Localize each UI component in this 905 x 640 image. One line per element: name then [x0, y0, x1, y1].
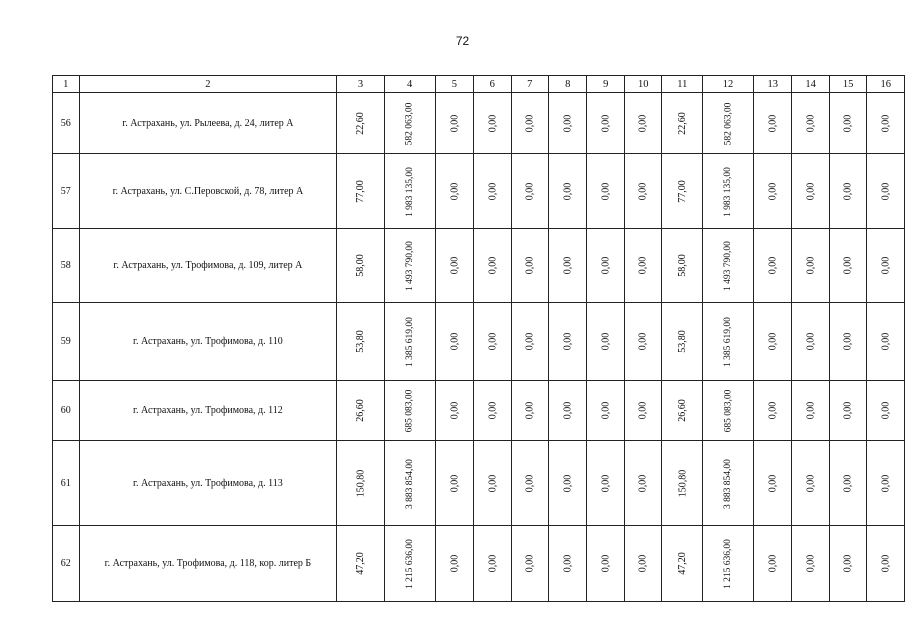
table-cell [337, 93, 384, 154]
cell-value: 0,00 [448, 114, 460, 132]
table-cell [587, 381, 624, 441]
table-cell [703, 526, 754, 602]
table-cell [753, 526, 791, 602]
table-cell [435, 526, 473, 602]
cell-value: 0,00 [562, 554, 574, 573]
cell-value: 0,00 [767, 114, 779, 132]
table-cell [624, 229, 661, 303]
cell-value: 0,00 [805, 256, 817, 275]
table-cell [753, 93, 791, 154]
table-cell [384, 526, 435, 602]
cell-value: 0,00 [486, 182, 498, 200]
cell-value: 0,00 [600, 474, 612, 492]
table-cell [867, 381, 905, 441]
cell-value: 0,00 [805, 401, 817, 420]
table-cell [792, 303, 829, 381]
cell-value: 0,00 [637, 554, 649, 573]
cell-value: 0,00 [637, 256, 649, 275]
cell-value: 0,00 [637, 474, 649, 492]
row-number: 61 [53, 441, 80, 526]
column-header: 4 [384, 76, 435, 93]
table-cell [337, 526, 384, 602]
table-cell [337, 303, 384, 381]
table-cell [829, 229, 866, 303]
row-number: 62 [53, 526, 80, 602]
table-row [53, 229, 905, 303]
column-header: 1 [53, 76, 80, 93]
table-cell [624, 526, 661, 602]
cell-value: 0,00 [448, 474, 460, 492]
table-cell [549, 526, 587, 602]
table-cell [867, 526, 905, 602]
cell-value: 0,00 [448, 182, 460, 200]
table-cell [867, 154, 905, 229]
table-cell [549, 303, 587, 381]
row-number: 56 [53, 93, 80, 154]
table-cell [511, 526, 548, 602]
table-cell [474, 526, 511, 602]
cell-value: 0,00 [486, 554, 498, 573]
cell-value: 1 215 636,00 [723, 539, 734, 589]
table-cell [829, 93, 866, 154]
table-cell [549, 93, 587, 154]
table-cell [624, 303, 661, 381]
table-cell [337, 154, 384, 229]
table-cell [703, 93, 754, 154]
table-cell [662, 303, 703, 381]
table-cell [792, 154, 829, 229]
cell-value: 582 063,00 [404, 102, 415, 145]
address-cell: г. Астрахань, ул. Трофимова, д. 112 [79, 381, 337, 441]
cell-value: 0,00 [524, 182, 536, 200]
column-header: 5 [435, 76, 473, 93]
table-cell [792, 526, 829, 602]
cell-value: 150,80 [676, 469, 688, 497]
table-cell [435, 154, 473, 229]
cell-value: 0,00 [562, 182, 574, 200]
cell-value: 0,00 [880, 256, 892, 275]
table-row [53, 93, 905, 154]
row-number: 60 [53, 381, 80, 441]
cell-value: 685 083,00 [723, 389, 734, 433]
address-cell: г. Астрахань, ул. Рылеева, д. 24, литер А [79, 93, 337, 154]
cell-value: 0,00 [805, 554, 817, 573]
cell-value: 0,00 [767, 256, 779, 275]
data-table [52, 75, 905, 602]
cell-value: 0,00 [524, 332, 536, 351]
cell-value: 0,00 [637, 182, 649, 200]
cell-value: 685 083,00 [404, 389, 415, 433]
cell-value: 0,00 [805, 332, 817, 351]
table-cell [624, 154, 661, 229]
cell-value: 0,00 [880, 554, 892, 573]
cell-value: 26,60 [676, 399, 688, 422]
table-cell [474, 154, 511, 229]
table-cell [867, 93, 905, 154]
table-cell [662, 526, 703, 602]
cell-value: 1 493 790,00 [404, 241, 415, 291]
cell-value: 0,00 [448, 332, 460, 351]
cell-value: 0,00 [524, 401, 536, 420]
table-cell [792, 93, 829, 154]
cell-value: 0,00 [448, 554, 460, 573]
table-cell [337, 381, 384, 441]
cell-value: 0,00 [562, 474, 574, 492]
table-cell [829, 381, 866, 441]
table-cell [384, 154, 435, 229]
cell-value: 47,20 [354, 552, 366, 575]
cell-value: 0,00 [524, 256, 536, 275]
table-cell [662, 229, 703, 303]
table-cell [384, 93, 435, 154]
cell-value: 0,00 [524, 474, 536, 492]
table-cell [337, 441, 384, 526]
table-cell [662, 93, 703, 154]
row-number: 58 [53, 229, 80, 303]
table-cell [587, 229, 624, 303]
cell-value: 0,00 [448, 256, 460, 275]
table-cell [867, 229, 905, 303]
cell-value: 77,00 [676, 179, 688, 203]
table-cell [753, 381, 791, 441]
cell-value: 0,00 [805, 474, 817, 492]
table-cell [587, 526, 624, 602]
header-row [53, 76, 905, 93]
cell-value: 0,00 [600, 401, 612, 420]
table-cell [703, 229, 754, 303]
cell-value: 0,00 [767, 332, 779, 351]
table-cell [753, 303, 791, 381]
cell-value: 0,00 [767, 182, 779, 200]
cell-value: 0,00 [767, 554, 779, 573]
table-cell [753, 154, 791, 229]
cell-value: 0,00 [842, 114, 854, 132]
table-cell [435, 229, 473, 303]
cell-value: 0,00 [524, 114, 536, 132]
cell-value: 0,00 [600, 182, 612, 200]
table-cell [511, 303, 548, 381]
cell-value: 0,00 [600, 256, 612, 275]
table-cell [384, 381, 435, 441]
column-header: 9 [587, 76, 624, 93]
cell-value: 3 883 854,00 [404, 458, 415, 509]
table-row [53, 154, 905, 229]
table-cell [703, 441, 754, 526]
table-cell [435, 303, 473, 381]
table-cell [703, 381, 754, 441]
table-cell [474, 229, 511, 303]
cell-value: 0,00 [637, 401, 649, 420]
table-cell [511, 93, 548, 154]
table-cell [587, 303, 624, 381]
cell-value: 22,60 [676, 111, 688, 135]
cell-value: 0,00 [562, 256, 574, 275]
table-row [53, 381, 905, 441]
table-cell [384, 229, 435, 303]
cell-value: 0,00 [805, 182, 817, 200]
table-cell [624, 441, 661, 526]
table-cell [662, 154, 703, 229]
cell-value: 58,00 [676, 254, 688, 277]
cell-value: 0,00 [842, 474, 854, 492]
table-cell [337, 229, 384, 303]
cell-value: 582 063,00 [723, 102, 734, 145]
address-cell: г. Астрахань, ул. Трофимова, д. 113 [79, 441, 337, 526]
cell-value: 0,00 [486, 401, 498, 420]
table-cell [511, 229, 548, 303]
cell-value: 0,00 [600, 114, 612, 132]
cell-value: 0,00 [486, 256, 498, 275]
table-cell [384, 441, 435, 526]
cell-value: 0,00 [562, 332, 574, 351]
table-cell [662, 381, 703, 441]
table-cell [829, 303, 866, 381]
cell-value: 22,60 [354, 111, 366, 135]
table-cell [792, 381, 829, 441]
cell-value: 77,00 [354, 179, 366, 203]
table-cell [549, 381, 587, 441]
column-header: 6 [474, 76, 511, 93]
cell-value: 47,20 [676, 552, 688, 575]
cell-value: 0,00 [524, 554, 536, 573]
table-cell [474, 93, 511, 154]
table-cell [624, 93, 661, 154]
page-number: 72 [455, 34, 470, 48]
table-cell [549, 154, 587, 229]
cell-value: 0,00 [600, 332, 612, 351]
table-cell [867, 441, 905, 526]
column-header: 14 [792, 76, 829, 93]
cell-value: 0,00 [486, 114, 498, 132]
cell-value: 0,00 [842, 256, 854, 275]
cell-value: 0,00 [767, 401, 779, 420]
address-cell: г. Астрахань, ул. Трофимова, д. 110 [79, 303, 337, 381]
column-header: 10 [624, 76, 661, 93]
cell-value: 0,00 [805, 114, 817, 132]
table-cell [753, 441, 791, 526]
cell-value: 0,00 [880, 332, 892, 351]
cell-value: 0,00 [767, 474, 779, 492]
cell-value: 1 983 135,00 [723, 166, 734, 217]
table-cell [792, 441, 829, 526]
table-cell [624, 381, 661, 441]
cell-value: 0,00 [486, 474, 498, 492]
table-cell [867, 303, 905, 381]
cell-value: 0,00 [637, 332, 649, 351]
address-cell: г. Астрахань, ул. Трофимова, д. 118, кор. литер Б [79, 526, 337, 602]
table-cell [549, 229, 587, 303]
cell-value: 0,00 [842, 182, 854, 200]
table-cell [703, 303, 754, 381]
table-cell [753, 229, 791, 303]
cell-value: 1 385 619,00 [723, 317, 734, 367]
cell-value: 3 883 854,00 [723, 458, 734, 509]
table-cell [662, 441, 703, 526]
cell-value: 1 493 790,00 [723, 241, 734, 291]
table-cell [474, 381, 511, 441]
column-header: 7 [511, 76, 548, 93]
column-header: 11 [662, 76, 703, 93]
table-cell [384, 303, 435, 381]
row-number: 57 [53, 154, 80, 229]
table-row [53, 526, 905, 602]
table-cell [435, 441, 473, 526]
table-cell [792, 229, 829, 303]
table-cell [435, 381, 473, 441]
column-header: 12 [703, 76, 754, 93]
column-header: 16 [867, 76, 905, 93]
cell-value: 0,00 [880, 114, 892, 132]
cell-value: 0,00 [880, 474, 892, 492]
cell-value: 58,00 [354, 254, 366, 277]
cell-value: 150,80 [354, 469, 366, 497]
table-cell [829, 154, 866, 229]
row-number: 59 [53, 303, 80, 381]
cell-value: 53,80 [676, 330, 688, 353]
cell-value: 0,00 [880, 401, 892, 420]
table-cell [587, 93, 624, 154]
table-cell [435, 93, 473, 154]
cell-value: 0,00 [637, 114, 649, 132]
address-cell: г. Астрахань, ул. Трофимова, д. 109, литер А [79, 229, 337, 303]
cell-value: 0,00 [842, 401, 854, 420]
table-row [53, 441, 905, 526]
table-cell [829, 526, 866, 602]
cell-value: 0,00 [486, 332, 498, 351]
column-header: 2 [79, 76, 337, 93]
column-header: 8 [549, 76, 587, 93]
column-header: 15 [829, 76, 866, 93]
cell-value: 0,00 [600, 554, 612, 573]
table-cell [587, 154, 624, 229]
cell-value: 0,00 [880, 182, 892, 200]
cell-value: 0,00 [562, 401, 574, 420]
table-cell [829, 441, 866, 526]
table-cell [549, 441, 587, 526]
cell-value: 0,00 [842, 554, 854, 573]
table-row [53, 303, 905, 381]
column-header: 3 [337, 76, 384, 93]
cell-value: 53,80 [354, 330, 366, 353]
table-cell [511, 381, 548, 441]
cell-value: 1 385 619,00 [404, 317, 415, 367]
table-cell [511, 154, 548, 229]
cell-value: 0,00 [842, 332, 854, 351]
cell-value: 26,60 [354, 399, 366, 422]
table-cell [474, 441, 511, 526]
cell-value: 0,00 [562, 114, 574, 132]
table-cell [474, 303, 511, 381]
cell-value: 0,00 [448, 401, 460, 420]
table-cell [511, 441, 548, 526]
cell-value: 1 983 135,00 [404, 166, 415, 217]
table-cell [587, 441, 624, 526]
cell-value: 1 215 636,00 [404, 539, 415, 589]
address-cell: г. Астрахань, ул. С.Перовской, д. 78, литер А [79, 154, 337, 229]
table-cell [703, 154, 754, 229]
column-header: 13 [753, 76, 791, 93]
